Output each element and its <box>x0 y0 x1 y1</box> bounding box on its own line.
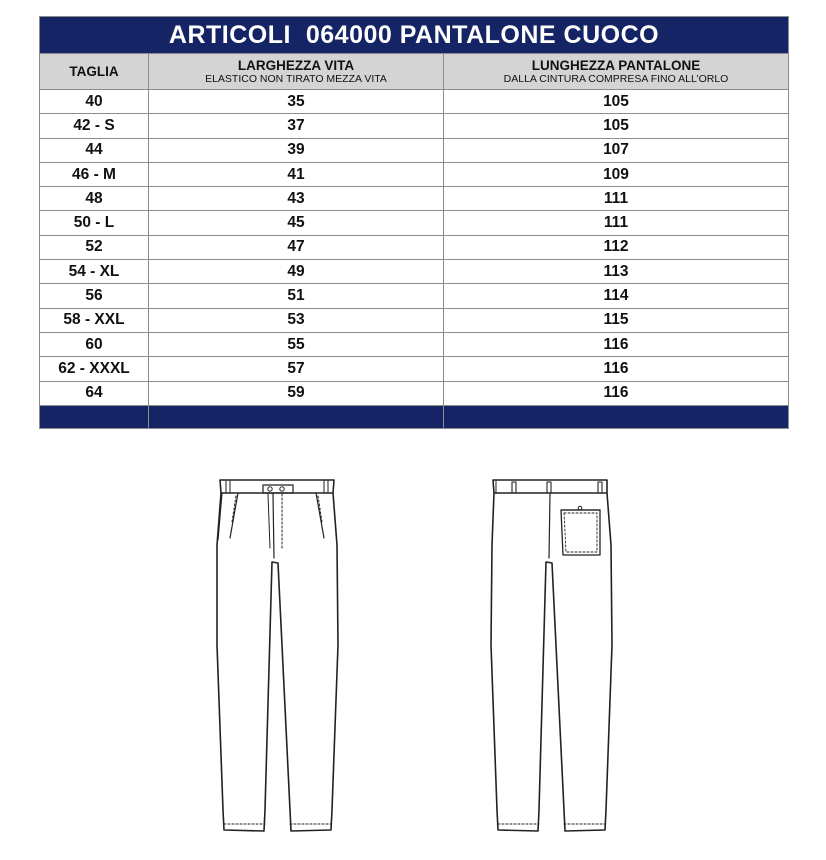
cell-waist: 51 <box>149 284 444 308</box>
cell-waist: 53 <box>149 308 444 332</box>
cell-length: 116 <box>444 357 789 381</box>
cell-size: 60 <box>40 332 149 356</box>
table-title: ARTICOLI 064000 PANTALONE CUOCO <box>40 17 789 54</box>
cell-length: 111 <box>444 211 789 235</box>
cell-waist: 41 <box>149 162 444 186</box>
cell-size: 40 <box>40 90 149 114</box>
table-row <box>40 332 789 356</box>
header-size-label: TAGLIA <box>69 64 119 79</box>
cell-waist: 49 <box>149 260 444 284</box>
cell-size: 44 <box>40 138 149 162</box>
footer-cell <box>149 405 444 428</box>
cell-waist: 55 <box>149 332 444 356</box>
cell-waist: 37 <box>149 114 444 138</box>
header-length-sub: DALLA CINTURA COMPRESA FINO ALL’ORLO <box>503 73 729 85</box>
header-waist-sub: ELASTICO NON TIRATO MEZZA VITA <box>205 73 387 85</box>
table-row <box>40 308 789 332</box>
table-row <box>40 284 789 308</box>
trousers-back-icon <box>491 480 612 831</box>
table-row <box>40 381 789 405</box>
cell-size: 62 - XXXL <box>40 357 149 381</box>
trousers-front-icon <box>217 480 338 831</box>
cell-length: 112 <box>444 235 789 259</box>
cell-size: 48 <box>40 187 149 211</box>
cell-length: 107 <box>444 138 789 162</box>
cell-waist: 43 <box>149 187 444 211</box>
table-row <box>40 235 789 259</box>
column-header-row <box>40 54 789 90</box>
cell-size: 54 - XL <box>40 260 149 284</box>
cell-waist: 47 <box>149 235 444 259</box>
cell-length: 105 <box>444 114 789 138</box>
footer-cell <box>444 405 789 428</box>
table-row <box>40 114 789 138</box>
cell-waist: 45 <box>149 211 444 235</box>
table-row <box>40 211 789 235</box>
cell-length: 111 <box>444 187 789 211</box>
footer-bar <box>40 405 789 428</box>
cell-length: 114 <box>444 284 789 308</box>
table-body <box>40 90 789 406</box>
cell-size: 50 - L <box>40 211 149 235</box>
cell-size: 52 <box>40 235 149 259</box>
cell-length: 116 <box>444 381 789 405</box>
cell-waist: 57 <box>149 357 444 381</box>
header-size <box>40 54 149 90</box>
cell-size: 58 - XXL <box>40 308 149 332</box>
header-length-label: LUNGHEZZA PANTALONE <box>531 58 701 73</box>
table-row <box>40 138 789 162</box>
table-row <box>40 260 789 284</box>
cell-length: 105 <box>444 90 789 114</box>
title-row <box>40 17 789 54</box>
cell-waist: 39 <box>149 138 444 162</box>
cell-length: 115 <box>444 308 789 332</box>
cell-waist: 59 <box>149 381 444 405</box>
cell-length: 109 <box>444 162 789 186</box>
footer-cell <box>40 405 149 428</box>
table-row <box>40 187 789 211</box>
cell-size: 46 - M <box>40 162 149 186</box>
cell-length: 116 <box>444 332 789 356</box>
cell-waist: 35 <box>149 90 444 114</box>
trousers-drawings <box>0 430 826 860</box>
header-waist-label: LARGHEZZA VITA <box>237 58 355 73</box>
table-row <box>40 90 789 114</box>
cell-size: 64 <box>40 381 149 405</box>
header-length <box>444 54 789 90</box>
size-chart-table <box>39 16 789 429</box>
table-row <box>40 357 789 381</box>
cell-size: 42 - S <box>40 114 149 138</box>
cell-length: 113 <box>444 260 789 284</box>
cell-size: 56 <box>40 284 149 308</box>
header-waist <box>149 54 444 90</box>
table-row <box>40 162 789 186</box>
